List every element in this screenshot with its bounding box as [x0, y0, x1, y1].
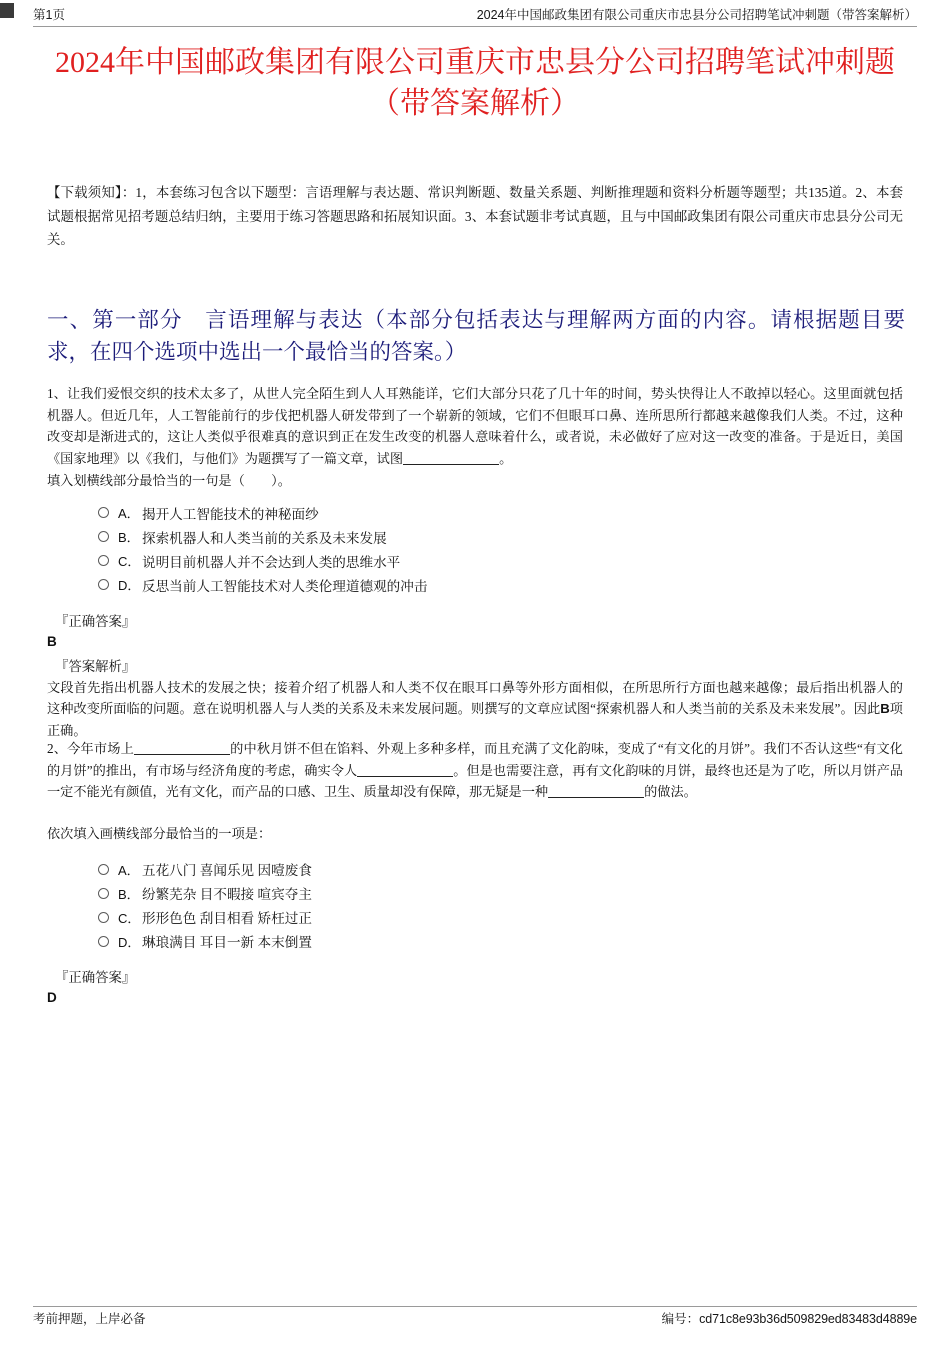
- fill-blank: [548, 783, 644, 798]
- radio-icon[interactable]: [98, 531, 109, 542]
- fill-blank: [403, 450, 499, 465]
- running-header: [33, 8, 917, 27]
- correct-answer-label: 『正确答案』: [55, 970, 136, 985]
- question-block-1: [47, 383, 903, 741]
- option-row-a[interactable]: [47, 501, 903, 525]
- running-footer: [33, 1306, 917, 1327]
- option-text: 纷繁芜杂 目不暇接 喧宾夺主: [142, 887, 312, 902]
- radio-icon[interactable]: [98, 579, 109, 590]
- question-1-body-tail: 。: [499, 450, 513, 466]
- question-1-body: [47, 383, 903, 469]
- page-corner-marker: [0, 3, 14, 18]
- question-2-prompt: 依次填入画横线部分最恰当的一项是：: [47, 825, 272, 841]
- option-text: 反思当前人工智能技术对人类伦理道德观的冲击: [142, 578, 428, 594]
- question-2-options: [47, 857, 903, 953]
- analysis-answer-mark: B: [880, 701, 890, 716]
- question-2-correct-answer: D: [47, 990, 57, 1005]
- option-letter: B．: [118, 886, 140, 902]
- question-2-seg-4: 的做法。: [644, 784, 697, 799]
- question-1-options: [47, 501, 903, 597]
- question-1-analysis: [47, 677, 903, 742]
- radio-icon[interactable]: [98, 864, 109, 875]
- download-notice: 【下载须知】：1，本套练习包含以下题型：言语理解与表达题、常识判断题、数量关系题、判断推理题和资料分析题等题型；共135道。2、本套试题根据常见招考题总结归纳，主要用于练习答题思路和拓展知识面。3、本套试题非考试真题，且与中国邮政集团有限公司重庆市忠县分公司无关。: [47, 185, 903, 247]
- correct-answer-label: 『正确答案』: [55, 613, 136, 629]
- analysis-text-post: 项正确。: [47, 701, 903, 738]
- fill-blank: [134, 740, 230, 755]
- question-1-correct-answer: B: [47, 633, 57, 649]
- fill-blank: [357, 762, 453, 777]
- option-text: 琳琅满目 耳目一新 本末倒置: [142, 935, 312, 950]
- footer-code: [662, 1311, 917, 1327]
- page-title: 2024年中国邮政集团有限公司重庆市忠县分公司招聘笔试冲刺题（带答案解析）: [55, 46, 895, 120]
- option-text: 形形色色 刮目相看 矫枉过正: [142, 911, 312, 926]
- option-text: 探索机器人和人类当前的关系及未来发展: [142, 530, 387, 546]
- radio-icon[interactable]: [98, 888, 109, 899]
- option-letter: D．: [118, 578, 141, 593]
- option-text: 五花八门 喜闻乐见 因噎废食: [142, 863, 312, 878]
- question-1-prompt: 填入划横线部分最恰当的一句是（ ）。: [47, 473, 291, 488]
- question-2-seg-3: 。但是也需要注意，再有文化韵味的月饼，最终也还是为了吃，所以月饼产品一定不能光有颜值，光有文化，而产品的口感、卫生、质量却没有保障，那无疑是一种: [47, 762, 903, 799]
- footer-code-value: cd71c8e93b36d509829ed83483d4889e: [699, 1312, 917, 1326]
- option-row-d[interactable]: [47, 929, 903, 953]
- option-letter: B．: [118, 530, 140, 545]
- question-2-seg-1: 2、今年市场上: [47, 741, 134, 756]
- radio-icon[interactable]: [98, 936, 109, 947]
- page-number-marker: 第1页: [33, 8, 65, 22]
- option-row-c[interactable]: [47, 905, 903, 929]
- radio-icon[interactable]: [98, 507, 109, 518]
- option-letter: C．: [118, 554, 141, 569]
- option-letter: A．: [118, 506, 140, 521]
- option-text: 说明目前机器人并不会达到人类的思维水平: [142, 554, 401, 570]
- analysis-text-pre: 文段首先指出机器人技术的发展之快；接着介绍了机器人和人类不仅在眼耳口鼻等外形方面相似，在所思所行方面也越来越像；最后指出机器人的这种改变所面临的问题。意在说明机器人与人类的关系及未来发展问题。则撰写的文章应试图“探索机器人和人类当前的关系及未来发展”。因此: [47, 679, 903, 716]
- analysis-label: 『答案解析』: [55, 658, 136, 674]
- option-row-d[interactable]: [47, 573, 903, 597]
- question-1-body-text: 1、让我们爱恨交织的技术太多了，从世人完全陌生到人人耳熟能详，它们大部分只花了几十年的时间，势头快得让人不敢掉以轻心。这里面就包括机器人。但近几年，人工智能前行的步伐把机器人研发带到了一个崭新的领域，它们不但眼耳口鼻、连所思所行都越来越像我们人类。不过，这种改变却是渐进式的，这让人类似乎很难真的意识到正在发生改变的机器人意味着什么，或者说，未必做好了应对这一改变的准备。于是近日，美国《国家地理》以《我们，与他们》为题撰写了一篇文章，试图: [47, 386, 903, 466]
- option-row-a[interactable]: [47, 857, 903, 881]
- question-2-body: [47, 738, 903, 803]
- radio-icon[interactable]: [98, 912, 109, 923]
- option-text: 揭开人工智能技术的神秘面纱: [142, 506, 319, 522]
- option-letter: A．: [118, 862, 140, 878]
- footer-code-label: 编号：: [661, 1312, 700, 1326]
- section-heading: 一、第一部分 言语理解与表达（本部分包括表达与理解两方面的内容。请根据题目要求，在四个选项中选出一个最恰当的答案。）: [47, 308, 905, 364]
- option-letter: D．: [118, 934, 141, 950]
- footer-slogan: 考前押题，上岸必备: [33, 1312, 146, 1326]
- option-letter: C．: [118, 910, 141, 926]
- option-row-b[interactable]: [47, 525, 903, 549]
- question-2-seg-2: 的中秋月饼不但在馅料、外观上多种多样，而且充满了文化韵味，变成了“有文化的月饼”。我们不否认这些“有文化的月饼”的推出，有市场与经济角度的考虑，确实令人: [47, 741, 903, 778]
- option-row-c[interactable]: [47, 549, 903, 573]
- radio-icon[interactable]: [98, 555, 109, 566]
- running-header-title: 2024年中国邮政集团有限公司重庆市忠县分公司招聘笔试冲刺题（带答案解析）: [476, 8, 917, 22]
- option-row-b[interactable]: [47, 881, 903, 905]
- question-block-2: [47, 738, 903, 1007]
